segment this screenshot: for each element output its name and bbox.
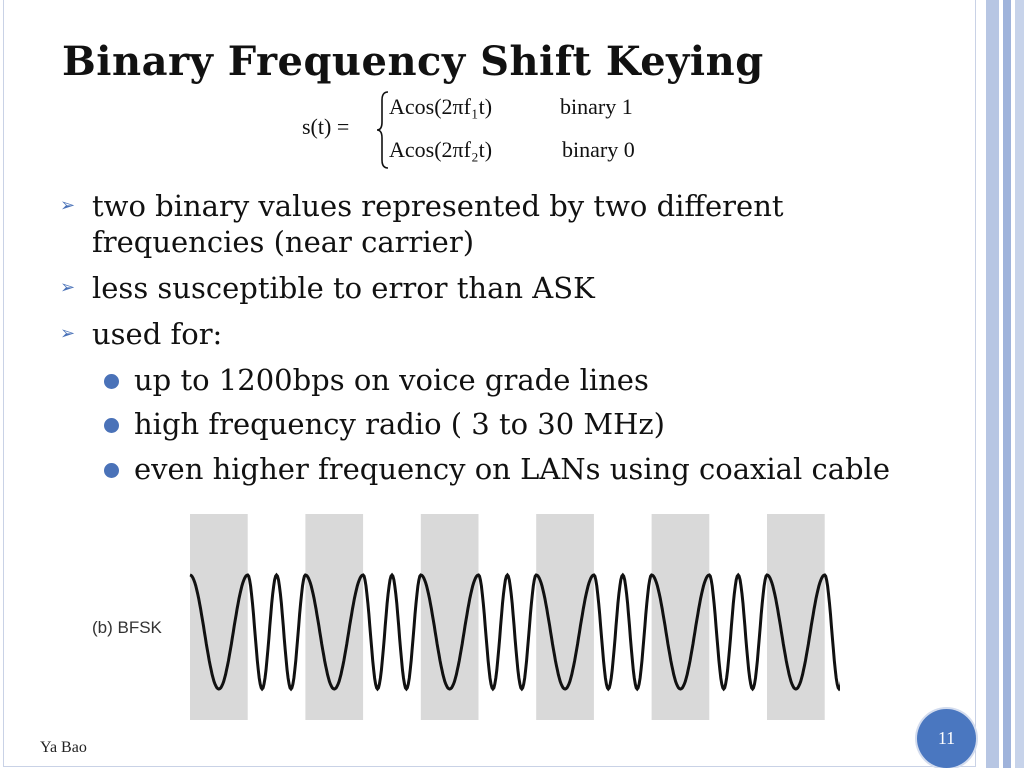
formula-condition-binary-0: binary 0 <box>562 137 635 162</box>
sub-bullet-text: even higher frequency on LANs using coaxial cable <box>134 452 890 486</box>
arrow-bullet-icon: ➢ <box>60 195 76 216</box>
bfsk-waveform-diagram <box>80 510 840 724</box>
circle-bullet-icon <box>104 463 119 478</box>
formula-lhs: s(t) = <box>302 114 350 139</box>
diagram-label: (b) BFSK <box>92 618 162 637</box>
arrow-bullet-icon: ➢ <box>60 277 76 298</box>
decorative-side-bars <box>978 0 1024 768</box>
bullet-text: less susceptible to error than ASK <box>92 271 595 305</box>
bfsk-wave <box>190 575 840 689</box>
formula-brace <box>376 90 390 170</box>
formula-row-binary-0: Acos(2πf₂t) <box>389 137 493 162</box>
sub-bullet-text: high frequency radio ( 3 to 30 MHz) <box>134 407 665 441</box>
sub-bullet-text: up to 1200bps on voice grade lines <box>134 363 649 397</box>
slide-title: Binary Frequency Shift Keying <box>62 38 764 85</box>
bullet-text: used for: <box>92 317 223 351</box>
footer-author: Ya Bao <box>40 739 87 756</box>
formula-condition-binary-1: binary 1 <box>560 94 633 119</box>
arrow-bullet-icon: ➢ <box>60 323 76 344</box>
bullet-text: two binary values represented by two different frequencies (near carrier) <box>92 189 784 259</box>
circle-bullet-icon <box>104 418 119 433</box>
page-number-badge: 11 <box>917 709 976 768</box>
waveform-svg <box>80 510 840 724</box>
formula-row-binary-1: Acos(2πf₁t) <box>389 94 493 119</box>
circle-bullet-icon <box>104 374 119 389</box>
bfsk-formula <box>300 86 680 172</box>
